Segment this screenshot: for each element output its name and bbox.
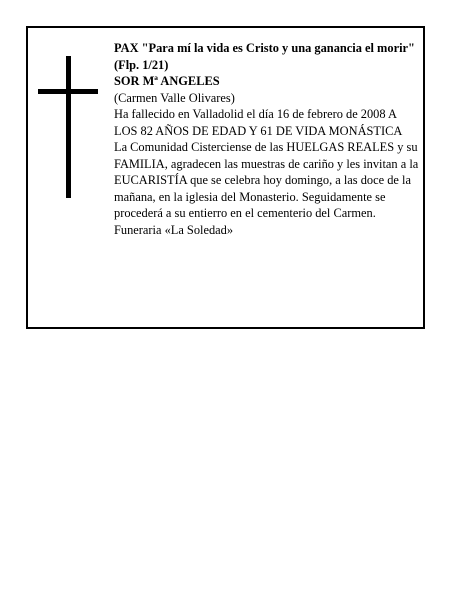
death-info: Ha fallecido en Valladolid el día 16 de febrero de 2008 A LOS 82 AÑOS DE EDAD Y 61 DE VIDA MONÁSTICA xyxy=(114,107,403,138)
deceased-name: SOR Mª ANGELES xyxy=(114,74,220,88)
notice-heading: PAX "Para mí la vida es Cristo y una ganancia el morir" (Flp. 1/21) xyxy=(114,41,415,72)
funeral-home: Funeraria «La Soledad» xyxy=(114,222,234,237)
latin-cross-icon xyxy=(38,56,98,198)
cross-horizontal-bar xyxy=(38,89,98,94)
obituary-notice xyxy=(26,26,425,329)
notice-text xyxy=(114,40,422,238)
community-message: La Comunidad Cisterciense de las HUELGAS REALES y su FAMILIA, agradecen las muestras de cariño y les invitan a la EUCARISTÍA que se celebra hoy domingo, a las doce de la mañana, en la iglesia del Monasterio. Seguidamente se procederá a su entierro en el cementerio del Carmen. xyxy=(114,140,419,220)
cross-vertical-bar xyxy=(66,56,71,198)
civil-name: (Carmen Valle Olivares) xyxy=(114,90,235,105)
